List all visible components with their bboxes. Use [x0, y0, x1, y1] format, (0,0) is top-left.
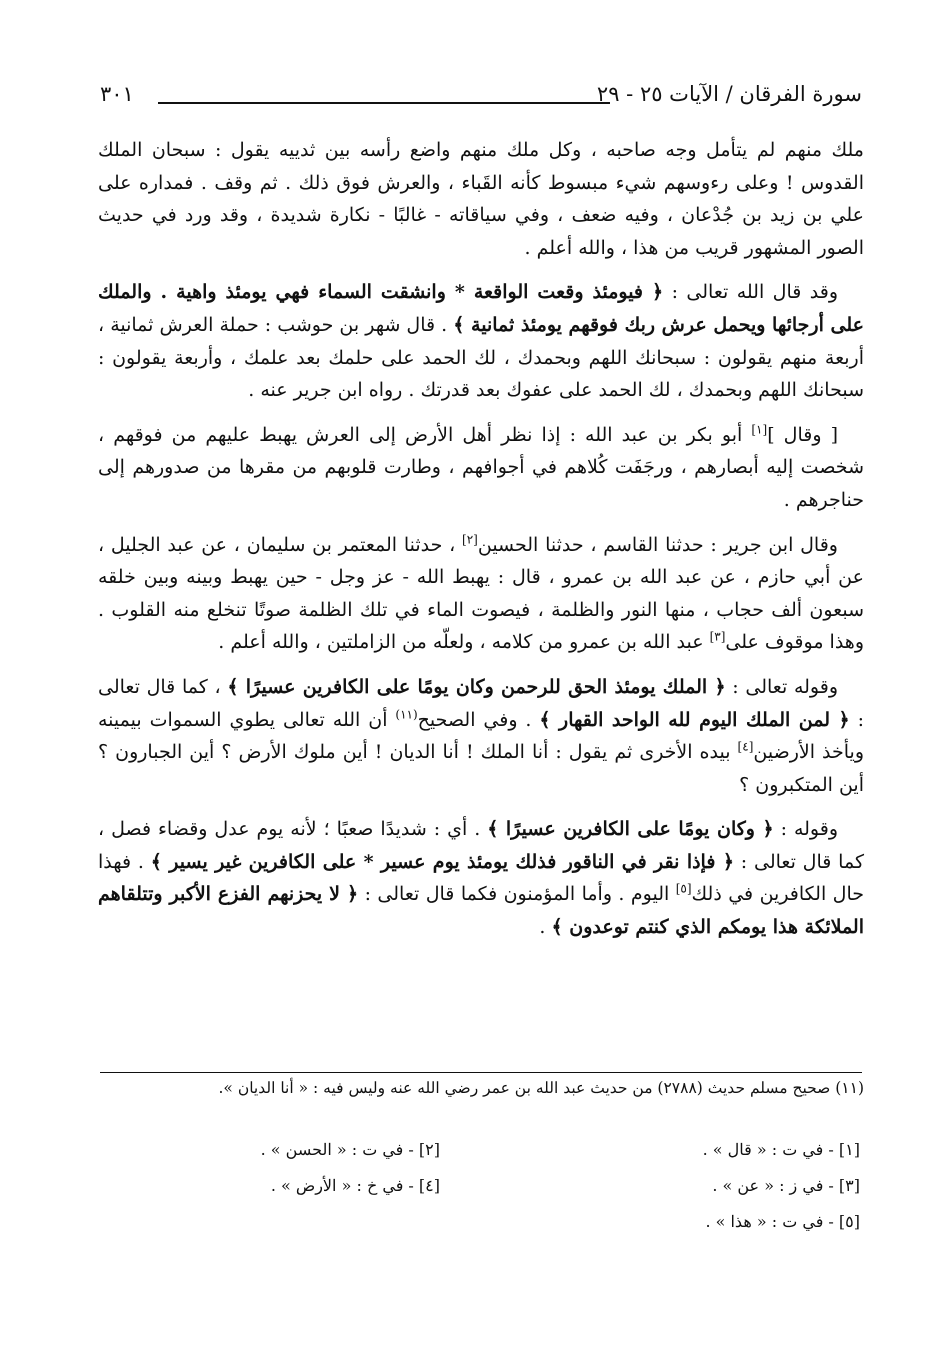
paragraph-5-intro: وقوله تعالى :	[725, 675, 839, 698]
footnote-ref-1: [١]	[751, 422, 768, 437]
note-3: [٣] - في ز : « عن » .	[712, 1176, 860, 1195]
paragraph-5-text: أن الله تعالى يطوي السموات بيمينه ويأخذ الأرضين	[98, 708, 864, 764]
quran-verse: ﴿ لمن الملك اليوم لله الواحد القهار ﴾	[539, 708, 850, 731]
paragraph-4	[98, 529, 864, 659]
paragraph-5-text: ، كما قال تعالى :	[98, 675, 864, 731]
paragraph-4-text: ، حدثنا المعتمر بن سليمان ، عن عبد الجليل ، عن أبي حازم ، عن عبد الله بن عمرو ، قال : يهبط الله - عز وجل - حين يهبط وبينه وبين خلقه سبعون ألف حجاب ، منها النور والظلمة ، فيصوت الماء في تلك الظلمة صوتًا تنخلع منه القلوب . وهذا موقوف على	[98, 533, 864, 654]
quran-verse: ﴿ فيومئذ وقعت الواقعة * وانشقت السماء فهي يومئذ واهية . والملك على أرجائها ويحمل عرش ربك فوقهم يومئذ ثمانية ﴾	[98, 281, 864, 336]
paragraph-5-text: . وفي الصحيح	[417, 708, 540, 731]
quran-verse: ﴿ لا يحزنهم الفزع الأكبر وتتلقاهم الملائكة هذا يومكم الذي كنتم توعدون ﴾	[98, 883, 864, 939]
paragraph-6-text: . فهذا حال الكافرين في ذلك	[98, 850, 865, 906]
paragraph-1	[98, 134, 864, 264]
paragraph-3	[98, 419, 864, 517]
footnote-divider	[100, 1072, 862, 1073]
quran-verse: ﴿ الملك يومئذ الحق للرحمن وكان يومًا على الكافرين عسيرًا ﴾	[227, 675, 726, 698]
paragraph-6-intro: وقوله :	[773, 818, 839, 841]
paragraph-5	[98, 671, 864, 801]
footnote-ref-11: (١١)	[395, 707, 418, 722]
paragraph-6-end: .	[539, 916, 552, 939]
note-4: [٤] - في خ : « الأرض » .	[270, 1176, 440, 1195]
note-5: [٥] - في ت : « هذا » .	[705, 1212, 860, 1231]
paragraph-5-end: بيده الأخرى ثم يقول : أنا الملك ! أنا الديان ! أين ملوك الأرض ؟ أين الجبارون ؟ أين المتكبرون ؟	[98, 741, 864, 796]
running-title: سورة الفرقان / الآيات ٢٥ - ٢٩	[596, 82, 862, 106]
paragraph-4-intro: وقال ابن جرير : حدثنا القاسم ، حدثنا الحسين	[477, 533, 838, 556]
footnote-ref-3: [٣]	[709, 629, 726, 644]
footnote-ref-2: [٢]	[462, 532, 478, 547]
paragraph-2	[98, 276, 864, 406]
header-rule	[158, 102, 610, 104]
footnote-ref-4: [٤]	[737, 739, 754, 754]
paragraph-6	[98, 813, 864, 943]
paragraph-3-intro: [ وقال ]	[767, 423, 838, 446]
paragraph-2-text: . قال شهر بن حوشب : حملة العرش ثمانية ، أربعة منهم يقولون : سبحانك اللهم وبحمدك ، لك الحمد على حلمك بعد علمك ، وأربعة يقولون : سبحانك اللهم وبحمدك ، لك الحمد على عفوك بعد قدرتك . رواه ابن جرير عنه .	[98, 313, 864, 402]
footnote-11: (١١) صحيح مسلم حديث (٢٧٨٨) من حديث عبد الله بن عمر رضي الله عنه وليس فيه : « أنا الديان ».	[218, 1079, 864, 1097]
note-2: [٢] - في ت : « الحسن » .	[260, 1140, 440, 1159]
paragraph-6-text: . أي : شديدًا صعبًا ؛ لأنه يوم عدل وقضاء فصل ، كما قال تعالى :	[98, 818, 864, 873]
paragraph-6-text: اليوم . وأما المؤمنون فكما قال تعالى :	[358, 883, 676, 906]
quran-verse: ﴿ وكان يومًا على الكافرين عسيرًا ﴾	[487, 818, 774, 841]
paragraph-3-text: أبو بكر بن عبد الله : إذا نظر أهل الأرض إلى العرش يهبط عليهم من فوقهم ، شخصت إليه أبصارهم ، ورجَفَت كُلاهم في أجوافهم ، وطارت قلوبهم من مقرها من صدورهم إلى حناجرهم .	[98, 423, 864, 511]
footnote-ref-5: [٥]	[675, 882, 692, 897]
main-text	[98, 134, 864, 944]
paragraph-1-text: ملك منهم لم يتأمل وجه صاحبه ، وكل ملك منهم واضع رأسه بين ثدييه يقول : سبحان الملك القدوس ! وعلى رءوسهم شيء مبسوط كأنه القَباء ، والعرش فوق ذلك . ثم وقف . فمداره على علي بن زيد بن جُدْعان ، وفيه ضعف ، وفي سياقاته - غالبًا - نكارة شديدة ، وقد ورد في حديث الصور المشهور قريب من هذا ، والله أعلم .	[98, 139, 864, 259]
page-header	[100, 82, 862, 116]
note-1: [١] - في ت : « قال » .	[702, 1140, 860, 1159]
paragraph-2-intro: وقد قال الله تعالى :	[663, 281, 838, 304]
quran-verse: ﴿ فإذا نقر في الناقور فذلك يومئذ يوم عسير * على الكافرين غير يسير ﴾	[150, 850, 734, 873]
page-number: ٣٠١	[100, 82, 134, 106]
paragraph-4-end: عبد الله بن عمرو من كلامه ، ولعلّه من الزاملتين ، والله أعلم .	[218, 631, 710, 654]
